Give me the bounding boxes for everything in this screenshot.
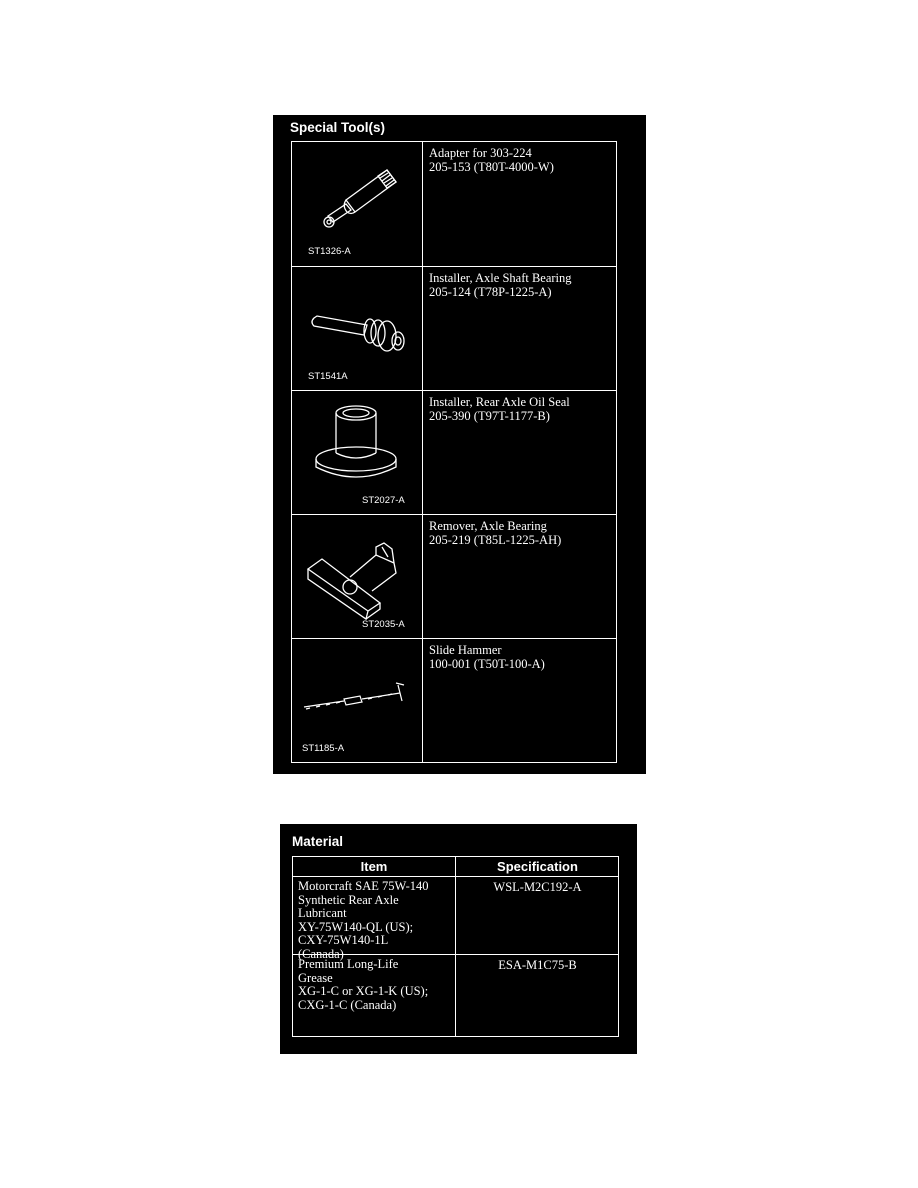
tool-code: ST2027-A xyxy=(362,495,405,506)
material-item-line: (Canada) xyxy=(298,946,344,961)
tool-name: Installer, Rear Axle Oil Seal xyxy=(429,395,570,409)
material-item-line: Synthetic Rear Axle xyxy=(298,892,399,907)
tool-image-cell xyxy=(292,639,423,762)
special-tools-panel xyxy=(273,115,646,774)
tool-name: Adapter for 303-224 xyxy=(429,146,532,160)
material-specification: WSL-M2C192-A xyxy=(493,880,582,894)
tool-description xyxy=(429,519,614,547)
tool-row xyxy=(292,514,616,638)
tool-code: ST2035-A xyxy=(362,619,405,630)
material-item xyxy=(298,958,453,1012)
tool-row xyxy=(292,266,616,390)
tool-name: Remover, Axle Bearing xyxy=(429,519,547,533)
tool-row xyxy=(292,638,616,762)
tool-description xyxy=(429,271,614,299)
material-item-line: XG-1-C or XG-1-K (US); xyxy=(298,984,429,998)
tool-number: 205-390 (T97T-1177-B) xyxy=(429,409,550,423)
material-table xyxy=(292,856,619,1037)
material-item-line: Grease xyxy=(298,970,333,985)
tool-image-cell xyxy=(292,391,423,514)
tool-row xyxy=(292,142,616,266)
item-column-header: Item xyxy=(293,857,455,877)
tool-number: 205-153 (T80T-4000-W) xyxy=(429,160,554,174)
material-item-line: Lubricant xyxy=(298,906,347,920)
material-item-line: CXG-1-C (Canada) xyxy=(298,997,397,1012)
tool-code: ST1326-A xyxy=(308,246,351,257)
tool-name: Slide Hammer xyxy=(429,643,502,657)
material-item-line: Premium Long-Life xyxy=(298,957,399,971)
tool-number: 205-124 (T78P-1225-A) xyxy=(429,285,552,299)
specification-column-header: Specification xyxy=(456,857,619,877)
material-item-line: XY-75W140-QL (US); xyxy=(298,919,414,934)
special-tools-title: Special Tool(s) xyxy=(290,120,386,135)
tool-image-cell xyxy=(292,267,423,390)
material-title: Material xyxy=(292,834,344,849)
tool-description xyxy=(429,643,614,671)
material-item-line: Motorcraft SAE 75W-140 xyxy=(298,879,429,893)
material-specification: ESA-M1C75-B xyxy=(498,958,577,972)
tool-number: 100-001 (T50T-100-A) xyxy=(429,657,545,671)
tool-image-cell xyxy=(292,142,423,266)
tool-row xyxy=(292,390,616,514)
tool-description xyxy=(429,395,614,423)
tool-name: Installer, Axle Shaft Bearing xyxy=(429,271,572,285)
material-item-line: CXY-75W140-1L xyxy=(298,933,389,947)
special-tools-table xyxy=(291,141,617,763)
tool-code: ST1541A xyxy=(308,371,348,382)
material-item xyxy=(298,880,453,961)
tool-description xyxy=(429,146,614,174)
tool-image-cell xyxy=(292,515,423,638)
tool-number: 205-219 (T85L-1225-AH) xyxy=(429,533,562,547)
material-panel xyxy=(280,824,637,1054)
tool-code: ST1185-A xyxy=(302,743,345,754)
